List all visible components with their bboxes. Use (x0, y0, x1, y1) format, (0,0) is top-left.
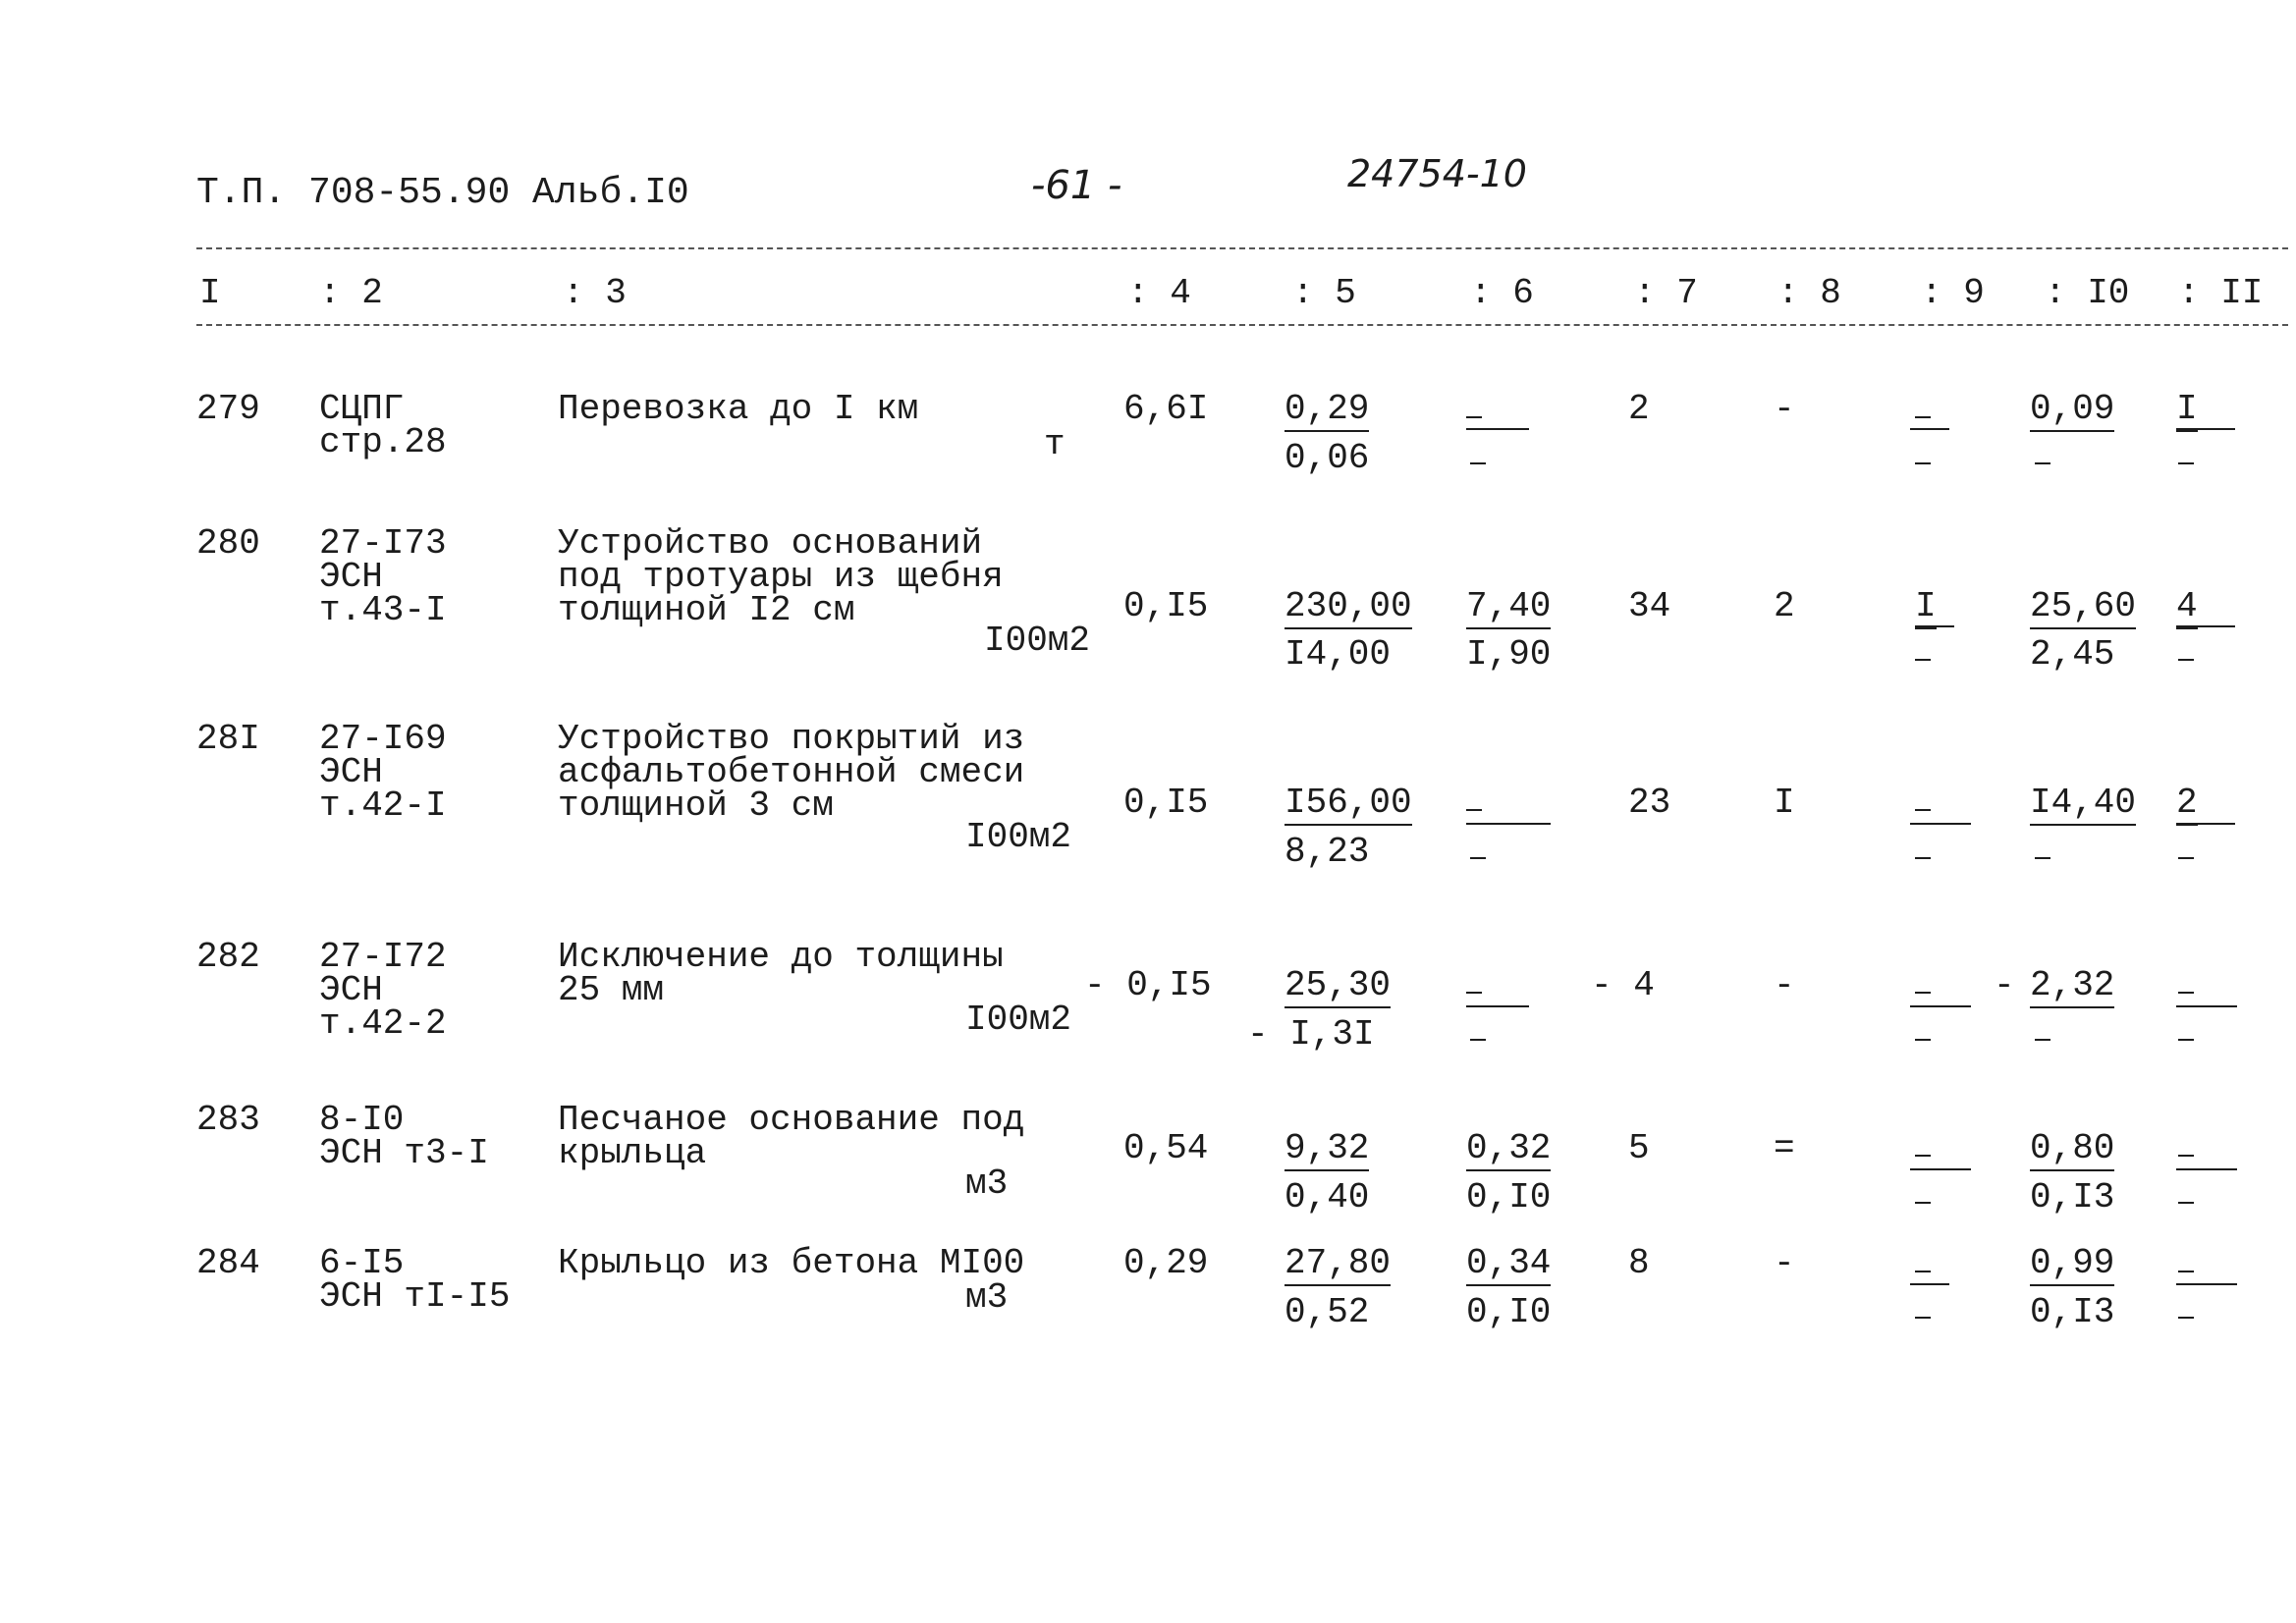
work-description: Устройство оснований под тротуары из щебня толщиной I2 см (558, 523, 1004, 630)
col6-value: 0,34 (1466, 1247, 1551, 1280)
empty-mark (1915, 1202, 1931, 1204)
cost-wages: 0,52 (1285, 1292, 1370, 1332)
empty-mark (1915, 809, 1931, 811)
empty-mark (1466, 809, 1482, 811)
col7-value: - 4 (1591, 965, 1655, 1005)
empty-mark (2176, 1283, 2237, 1285)
cost-total: I56,00 (1285, 786, 1412, 820)
col8-value: - (1774, 1243, 1795, 1283)
column-heading-8: : 8 (1777, 273, 1841, 313)
column-heading-6: : 6 (1470, 273, 1534, 313)
empty-mark (2035, 462, 2050, 464)
column-heading-1: I (199, 273, 221, 313)
col6-value: 0,32 (1466, 1132, 1551, 1165)
empty-mark (1470, 1039, 1486, 1041)
norm-reference: 27-I69 ЭСН т.42-I (319, 719, 447, 826)
quantity: 0,I5 (1123, 783, 1209, 823)
unit: I00м2 (984, 621, 1091, 661)
col8-value: - (1774, 389, 1795, 429)
quantity: 6,6I (1123, 389, 1209, 429)
empty-mark (1915, 1317, 1931, 1319)
col7-value: 8 (1628, 1243, 1650, 1283)
empty-mark (1915, 1155, 1931, 1157)
quantity: 0,54 (1123, 1128, 1209, 1168)
cost-total: 0,29 (1285, 393, 1369, 426)
col11-value: 2 (2176, 786, 2198, 820)
empty-mark (2176, 625, 2235, 627)
empty-mark (2035, 857, 2050, 859)
unit: м3 (965, 1277, 1009, 1318)
empty-mark (1915, 416, 1931, 418)
empty-mark (2178, 1039, 2194, 1041)
col8-value: = (1774, 1128, 1795, 1168)
empty-mark (1466, 823, 1551, 825)
cost-wages: 8,23 (1285, 832, 1370, 872)
empty-mark (2178, 1317, 2194, 1319)
empty-mark (2178, 659, 2194, 661)
col10-value: 25,60 (2030, 590, 2136, 623)
col10-lower: 0,I3 (2030, 1177, 2115, 1217)
empty-mark (1470, 857, 1486, 859)
empty-mark (1915, 857, 1931, 859)
col7-value: 23 (1628, 783, 1671, 823)
empty-mark (1910, 1168, 1971, 1170)
col7-value: 2 (1628, 389, 1650, 429)
empty-mark (1466, 428, 1529, 430)
norm-reference: СЦПГ стр.28 (319, 389, 447, 462)
work-description: Устройство покрытий из асфальтобетонной смеси толщиной 3 см (558, 719, 1025, 826)
quantity: 0,I5 (1123, 586, 1209, 626)
empty-mark (2176, 1005, 2237, 1007)
cost-wages: 0,06 (1285, 438, 1370, 478)
empty-mark (2176, 823, 2235, 825)
work-description: Песчаное основание под крыльца (558, 1100, 1025, 1173)
empty-mark (1466, 992, 1482, 994)
empty-mark (2178, 1271, 2194, 1272)
column-heading-4: : 4 (1127, 273, 1191, 313)
cost-total: 27,80 (1285, 1247, 1391, 1280)
empty-mark (1915, 462, 1931, 464)
row-number: 282 (196, 937, 260, 977)
col10-sign: - (1994, 965, 2015, 1005)
empty-mark (1915, 659, 1931, 661)
unit: м3 (965, 1163, 1009, 1204)
col8-value: 2 (1774, 586, 1795, 626)
row-number: 284 (196, 1243, 260, 1283)
norm-reference: 6-I5 ЭСН тI-I5 (319, 1243, 511, 1317)
empty-mark (1915, 1039, 1931, 1041)
unit: т (1044, 424, 1066, 464)
empty-mark (2178, 992, 2194, 994)
empty-mark (1910, 1283, 1949, 1285)
col10-value: 2,32 (2030, 969, 2114, 1002)
col6-lower: I,90 (1466, 634, 1552, 675)
empty-mark (1915, 992, 1931, 994)
col7-value: 5 (1628, 1128, 1650, 1168)
cost-total: 25,30 (1285, 969, 1391, 1002)
col6-lower: 0,I0 (1466, 1292, 1552, 1332)
empty-mark (1910, 1005, 1971, 1007)
column-heading-3: : 3 (563, 273, 627, 313)
quantity: - 0,I5 (1084, 965, 1212, 1005)
row-number: 280 (196, 523, 260, 564)
empty-mark (1915, 1271, 1931, 1272)
page-number: -61 - (1031, 163, 1122, 208)
col8-value: I (1774, 783, 1795, 823)
unit: I00м2 (965, 1000, 1072, 1040)
column-heading-11: : II (2178, 273, 2264, 313)
empty-mark (2178, 857, 2194, 859)
work-description: Перевозка до I км (558, 389, 919, 429)
cost-wages: I4,00 (1285, 634, 1392, 675)
norm-reference: 27-I72 ЭСН т.42-2 (319, 937, 447, 1044)
norm-reference: 27-I73 ЭСН т.43-I (319, 523, 447, 630)
cost-total: 9,32 (1285, 1132, 1369, 1165)
column-heading-7: : 7 (1634, 273, 1698, 313)
empty-mark (1910, 823, 1971, 825)
column-heading-2: : 2 (319, 273, 383, 313)
row-number: 283 (196, 1100, 260, 1140)
empty-mark (2176, 428, 2235, 430)
col11-value: 4 (2176, 590, 2198, 623)
col10-value: 0,99 (2030, 1247, 2114, 1280)
cost-total: 230,00 (1285, 590, 1412, 623)
work-description: Исключение до толщины 25 мм (558, 937, 1004, 1010)
document-code: 24754-10 (1347, 152, 1527, 195)
empty-mark (1466, 1005, 1529, 1007)
quantity: 0,29 (1123, 1243, 1209, 1283)
column-heading-9: : 9 (1921, 273, 1985, 313)
header-rule-bottom (196, 324, 2288, 326)
empty-mark (2178, 1155, 2194, 1157)
document-reference: Т.П. 708-55.90 Альб.I0 (196, 172, 689, 214)
col6-lower: 0,I0 (1466, 1177, 1552, 1217)
empty-mark (2176, 1168, 2237, 1170)
row-number: 279 (196, 389, 260, 429)
header-rule-top (196, 247, 2288, 249)
column-heading-10: : I0 (2045, 273, 2130, 313)
col10-value: 0,80 (2030, 1132, 2114, 1165)
empty-mark (2178, 462, 2194, 464)
norm-reference: 8-I0 ЭСН т3-I (319, 1100, 489, 1173)
unit: I00м2 (965, 817, 1072, 857)
col8-value: - (1774, 965, 1795, 1005)
empty-mark (1915, 625, 1954, 627)
empty-mark (1466, 416, 1482, 418)
col11-value: I (2176, 393, 2198, 426)
col10-value: I4,40 (2030, 786, 2136, 820)
column-heading-5: : 5 (1292, 273, 1356, 313)
col10-lower: 0,I3 (2030, 1292, 2115, 1332)
col6-value: 7,40 (1466, 590, 1551, 623)
row-number: 28I (196, 719, 260, 759)
col10-value: 0,09 (2030, 393, 2114, 426)
empty-mark (1470, 462, 1486, 464)
work-description: Крыльцо из бетона МI00 (558, 1243, 1025, 1283)
empty-mark (2035, 1039, 2050, 1041)
empty-mark (2178, 1202, 2194, 1204)
col10-lower: 2,45 (2030, 634, 2115, 675)
col7-value: 34 (1628, 586, 1671, 626)
empty-mark (1910, 428, 1949, 430)
col9-value: I (1915, 590, 1937, 623)
cost-wages: 0,40 (1285, 1177, 1370, 1217)
cost-wages: - I,3I (1247, 1014, 1375, 1055)
